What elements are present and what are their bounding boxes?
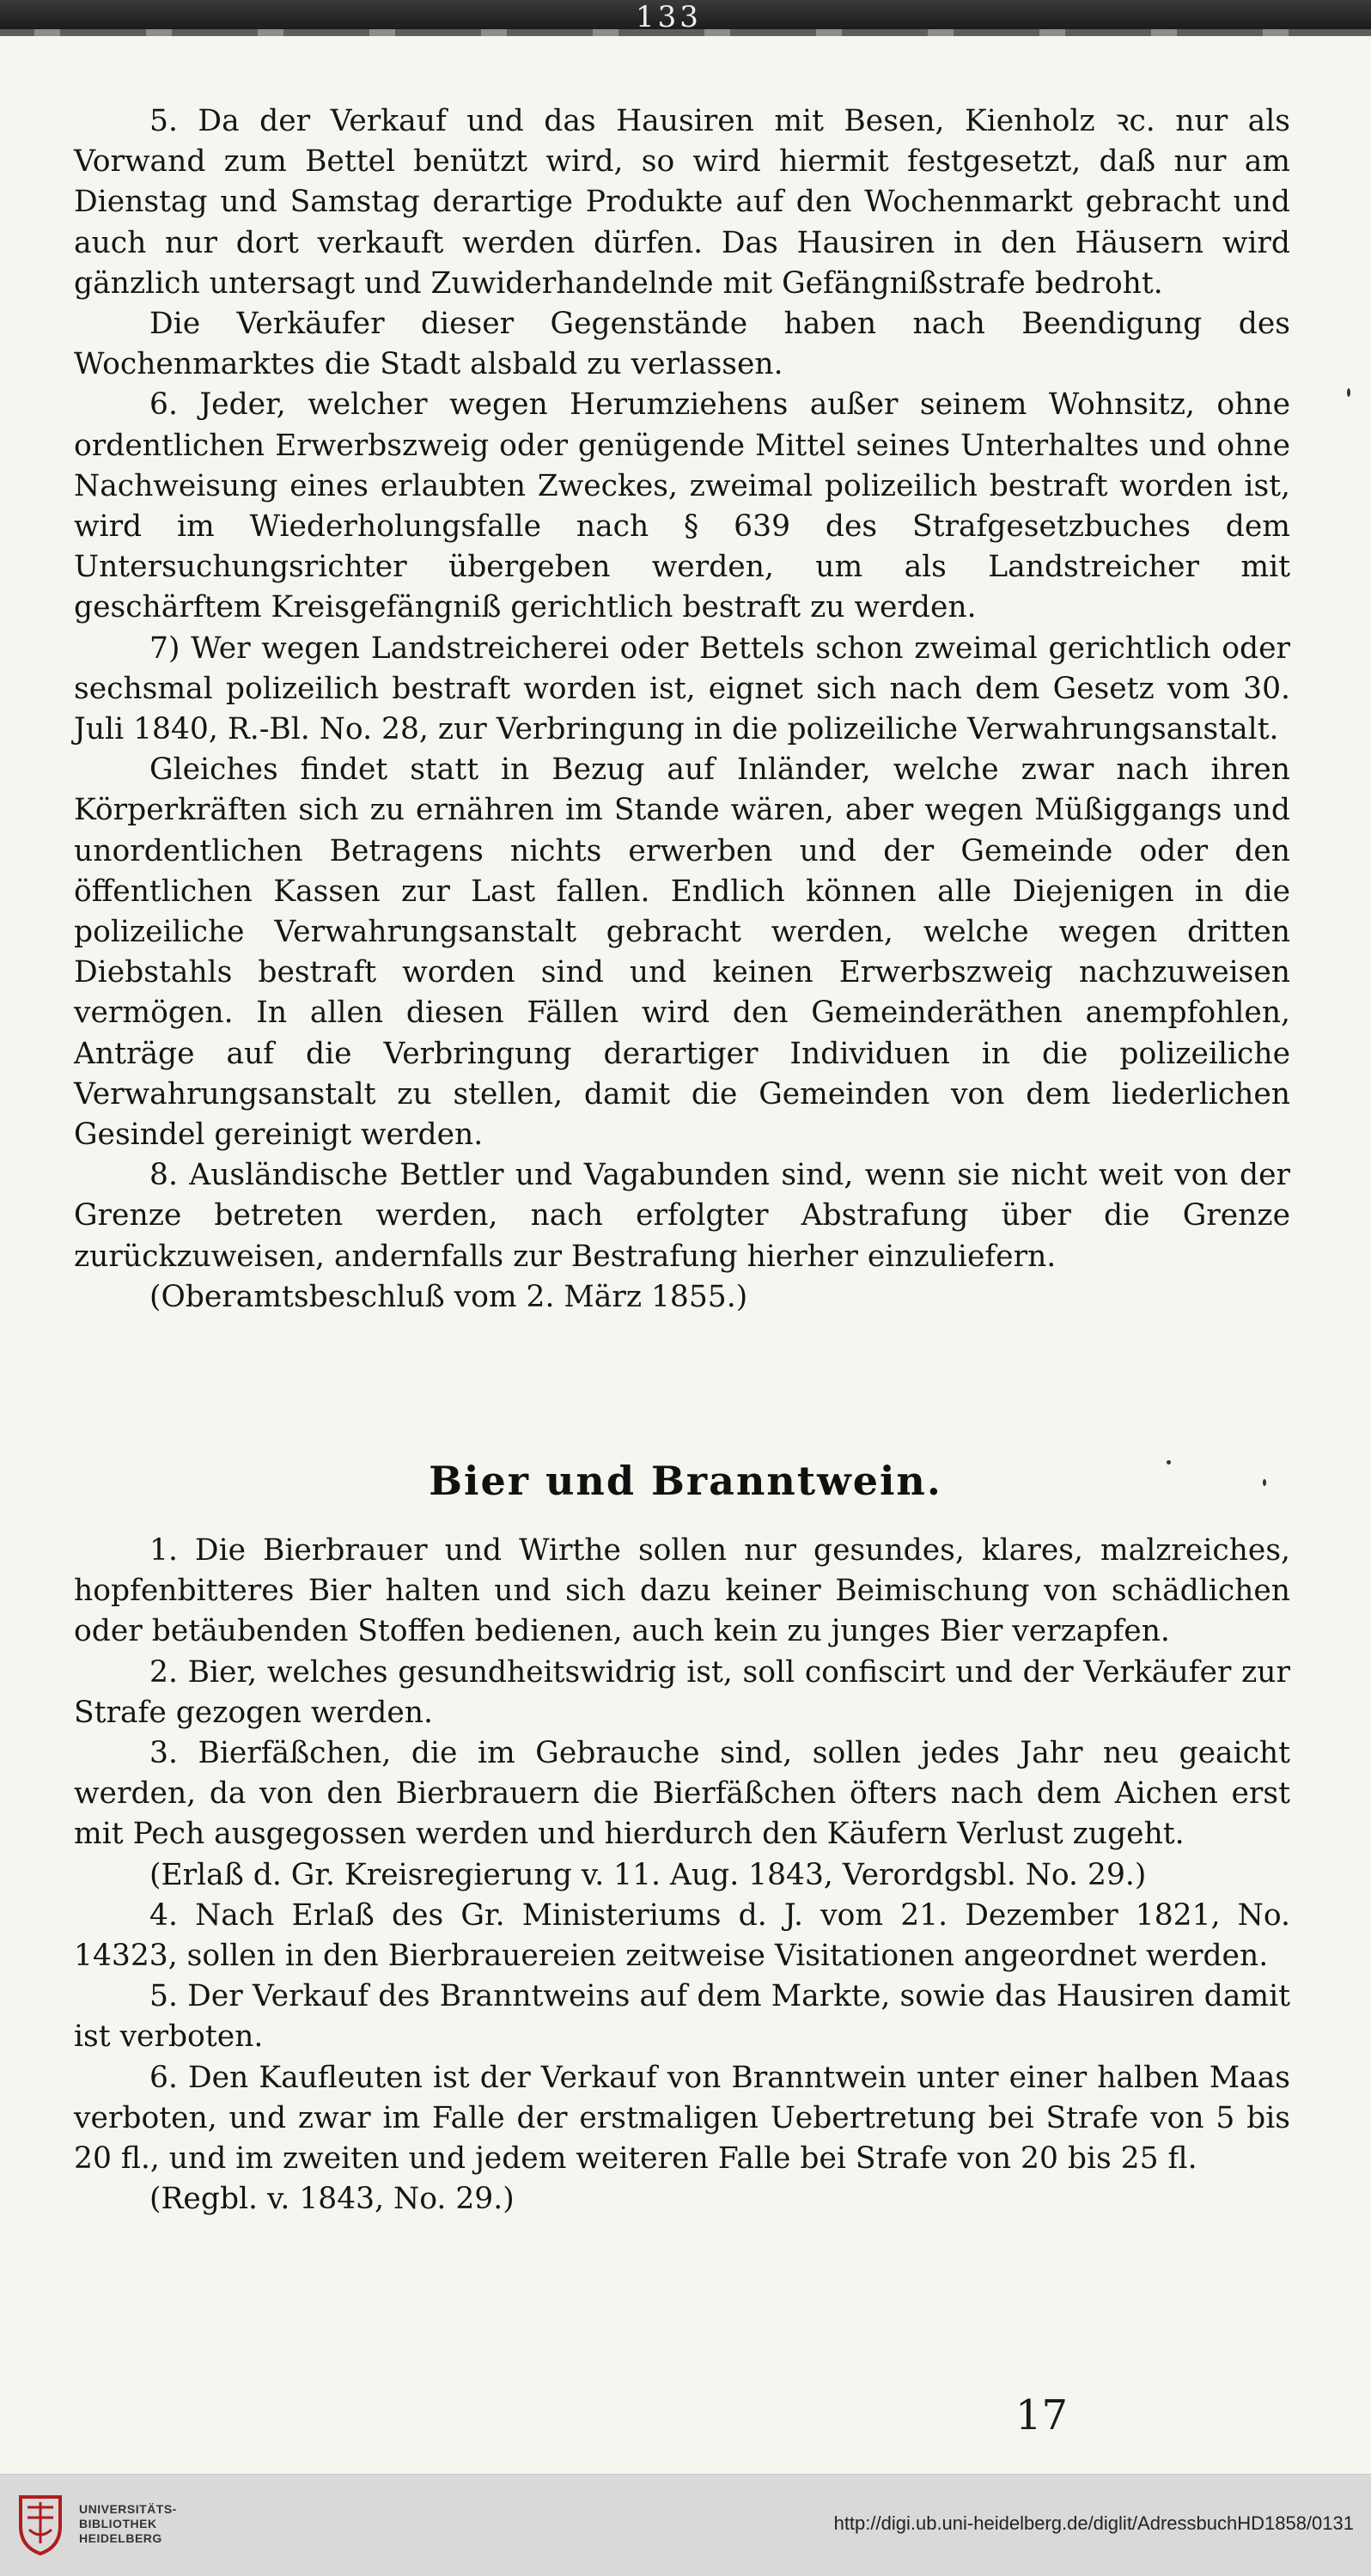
paragraph-beer-4: 4. Nach Erlaß des Gr. Ministeriums d. J. vom 21. Dezember 1821, No. 14323, sollen in den Bierbrauereien zeitweise Visitationen angeordnet werden. bbox=[74, 1897, 1290, 1974]
paragraph-beer-3: 3. Bierfäßchen, die im Gebrauche sind, sollen jedes Jahr neu geaicht werden, da von den Bierbrauern die Bierfäßchen öfters nach dem Aichen erst mit Pech ausgegossen werden und hierdurch den Käufern Verlust zugeht. bbox=[74, 1736, 1290, 1852]
paragraph-beer-6: 6. Den Kaufleuten ist der Verkauf von Branntwein unter einer halben Maas verboten, und zwar im Falle der erstmaligen Uebertretung bei Strafe von 5 bis 20 fl., und im zweiten und jedem weiteren Falle bei Strafe von 20 bis 25 fl. bbox=[74, 2060, 1290, 2177]
ink-speck bbox=[1167, 1460, 1171, 1465]
page-number: 17 bbox=[1015, 2391, 1069, 2439]
university-seal-icon bbox=[15, 2492, 65, 2557]
section-begging-rules bbox=[74, 101, 1290, 1318]
paragraph-7-workhouse: 7) Wer wegen Landstreicherei oder Bettels schon zweimal gerichtlich oder sechsmal polizeilich bestraft worden ist, eignet sich nach dem Gesetz vom 30. Juli 1840, R.-Bl. No. 28, zur Verbringung in die polizeiliche Verwahrungsanstalt. bbox=[74, 630, 1290, 747]
source-url-link[interactable]: http://digi.ub.uni-heidelberg.de/diglit/AdressbuchHD1858/0131 bbox=[833, 2512, 1354, 2534]
library-name: UNIVERSITÄTS- BIBLIOTHEK HEIDELBERG bbox=[79, 2502, 177, 2545]
ink-speck bbox=[1263, 1479, 1266, 1486]
cut-page-number: 133 bbox=[636, 0, 702, 34]
viewer-footer bbox=[0, 2474, 1371, 2576]
reference-kreisregierung: (Erlaß d. Gr. Kreisregierung v. 11. Aug. 1843, Verordgsbl. No. 29.) bbox=[149, 1857, 1147, 1892]
paragraph-6-vagrancy: 6. Jeder, welcher wegen Herumziehens außer seinem Wohnsitz, ohne ordentlichen Erwerbszweig oder genügende Mittel seines Unterhaltes und ohne Nachweisung eines erlaubten Zweckes, zweimal polizeilich bestraft worden ist, wird im Wiederholungsfalle nach § 639 des Strafgesetzbuches dem Untersuchungsrichter übergeben werden, um als Landstreicher mit geschärftem Kreisgefängniß gerichtlich bestraft zu werden. bbox=[74, 387, 1290, 625]
section-beer-rules bbox=[74, 1531, 1290, 2220]
paragraph-5-hawking: 5. Da der Verkauf und das Hausiren mit Besen, Kienholz ꝛc. nur als Vorwand zum Bettel benützt wird, so wird hiermit festgesetzt, daß nur am Dienstag und Samstag derartige Produkte auf den Wochenmarkt gebracht und auch nur dort verkauft werden dürfen. Das Hausiren in den Häusern wird gänzlich untersagt und Zuwiderhandelnde mit Gefängnißstrafe bedroht. bbox=[74, 104, 1290, 301]
reference-oberamt: (Oberamtsbeschluß vom 2. März 1855.) bbox=[149, 1279, 748, 1314]
paragraph-locals: Gleiches findet statt in Bezug auf Inländer, welche zwar nach ihren Körperkräften sich zu ernähren im Stande wären, aber wegen Müßiggangs und unordentlichen Betragens nichts erwerben und der Gemeinde oder den öffentlichen Kassen zur Last fallen. Endlich können alle Diejenigen in die polizeiliche Verwahrungsanstalt gebracht werden, welche wegen dritten Diebstahls bestraft worden sind und keinen Erwerbszweig nachzuweisen vermögen. In allen diesen Fällen wird den Gemeinderäthen anempfohlen, Anträge auf die Verbringung derartiger Individuen in die polizeiliche Verwahrungsanstalt zu stellen, damit die Gemeinden von dem liederlichen Gesindel gereinigt werden. bbox=[74, 752, 1290, 1153]
paragraph-beer-2: 2. Bier, welches gesundheitswidrig ist, soll confiscirt und der Verkäufer zur Strafe gezogen werden. bbox=[74, 1654, 1290, 1730]
paragraph-beer-1: 1. Die Bierbrauer und Wirthe sollen nur gesundes, klares, malzreiches, hopfenbitteres Bier halten und sich dazu keiner Beimischung von schädlichen oder betäubenden Stoffen bedienen, auch kein zu junges Bier verzapfen. bbox=[74, 1533, 1290, 1649]
paragraph-vendors-leave: Die Verkäufer dieser Gegenstände haben nach Beendigung des Wochenmarktes die Stadt alsbald zu verlassen. bbox=[74, 307, 1290, 382]
section-title-beer: Bier und Branntwein. bbox=[429, 1458, 942, 1504]
paragraph-beer-5: 5. Der Verkauf des Branntweins auf dem Markte, sowie das Hausiren damit ist verboten. bbox=[74, 1979, 1290, 2055]
ink-speck bbox=[1347, 388, 1350, 397]
reference-regbl: (Regbl. v. 1843, No. 29.) bbox=[149, 2182, 515, 2217]
paragraph-8-foreigners: 8. Ausländische Bettler und Vagabunden sind, wenn sie nicht weit von der Grenze betreten werden, nach erfolgter Abstrafung über die Grenze zurückzuweisen, andernfalls zur Bestrafung hierher einzuliefern. bbox=[74, 1158, 1290, 1274]
